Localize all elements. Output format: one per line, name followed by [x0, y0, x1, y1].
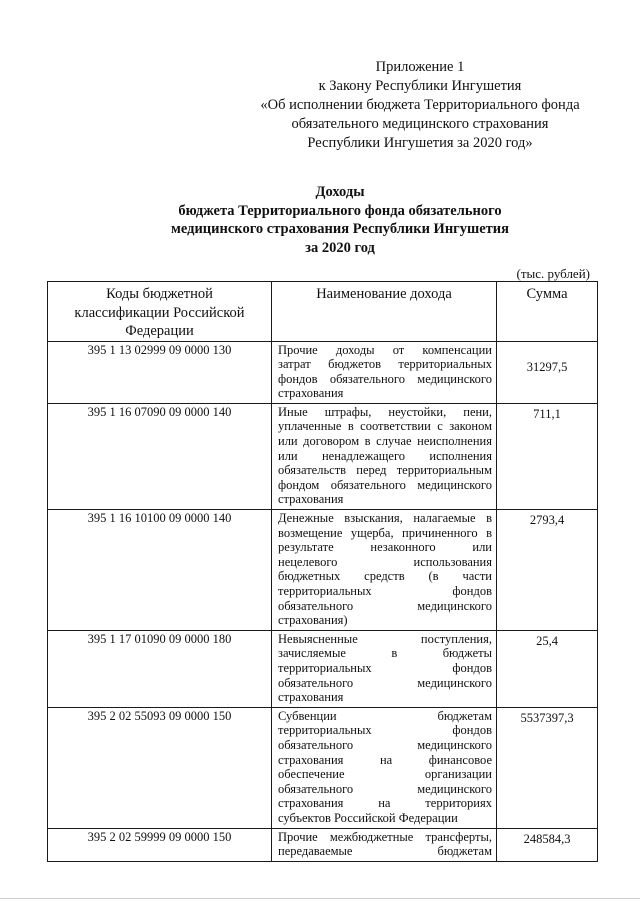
- row-name-line: Денежные взыскания, налагаемые в: [278, 511, 492, 526]
- row-name-line: страхования: [278, 386, 344, 401]
- row-code: 395 1 13 02999 09 0000 130: [48, 341, 272, 403]
- header-code-line: классификации Российской: [74, 304, 245, 321]
- page-bottom-edge: [0, 880, 640, 905]
- header-code-line: Федерации: [125, 323, 194, 339]
- units-label: (тыс. рублей): [516, 266, 590, 281]
- header-code: [48, 282, 272, 342]
- row-name: [272, 510, 497, 631]
- row-name-line: обязательного медицинского: [278, 737, 492, 752]
- table-row: [48, 630, 598, 707]
- row-name-line: или ненадлежащего исполнения: [278, 448, 492, 463]
- appendix-line: обязательного медицинского страхования: [291, 116, 549, 132]
- table-row: [48, 403, 598, 509]
- row-name-line: передаваемые бюджетам: [278, 844, 492, 859]
- row-name-line: затрат бюджетов территориальных: [278, 357, 492, 372]
- row-name-line: фондом обязательного медицинского: [278, 477, 492, 492]
- row-sum: 25,4: [497, 630, 598, 707]
- header-sum: Сумма: [497, 282, 598, 342]
- row-name-line: возмещение ущерба, причиненного в: [278, 525, 492, 540]
- table-header-row: [48, 282, 598, 342]
- appendix-line: к Закону Республики Ингушетия: [318, 78, 522, 94]
- title-line: за 2020 год: [305, 239, 375, 256]
- row-sum: 711,1: [497, 403, 598, 509]
- title-line: бюджета Территориального фонда обязательного: [178, 202, 502, 219]
- row-name-line: обязательного медицинского: [278, 675, 492, 690]
- row-name-line: Прочие межбюджетные трансферты,: [278, 829, 492, 844]
- row-sum: 31297,5: [497, 341, 598, 403]
- document-title: [150, 183, 530, 257]
- row-code: 395 1 16 10100 09 0000 140: [48, 510, 272, 631]
- row-name-line: фондов обязательного медицинского: [278, 371, 492, 386]
- title-line: Доходы: [315, 184, 365, 200]
- appendix-header: [240, 58, 600, 153]
- row-name-line: зачисляемые в бюджеты: [278, 646, 492, 661]
- title-line: медицинского страхования Республики Ингушетия: [170, 221, 510, 237]
- row-name-line: обеспечение организации: [278, 767, 492, 782]
- row-code: 395 2 02 59999 09 0000 150: [48, 828, 272, 861]
- row-sum: 248584,3: [497, 828, 598, 861]
- appendix-line: Приложение 1: [375, 59, 465, 75]
- appendix-line: «Об исполнении бюджета Территориального фонда: [260, 97, 580, 113]
- row-name-line: уплаченные в соответствии с законом: [278, 419, 492, 434]
- table-row: [48, 828, 598, 861]
- row-name-line: Иные штрафы, неустойки, пени,: [278, 404, 492, 419]
- row-name-line: страхования на финансовое: [278, 752, 492, 767]
- row-sum: 5537397,3: [497, 707, 598, 828]
- row-name-line: Субвенции бюджетам: [278, 708, 492, 723]
- row-name-line: Невыясненные поступления,: [278, 631, 492, 646]
- header-code-line: Коды бюджетной: [106, 286, 213, 302]
- row-code: 395 1 17 01090 09 0000 180: [48, 630, 272, 707]
- row-name-line: субъектов Российской Федерации: [278, 810, 458, 825]
- table-row: [48, 341, 598, 403]
- row-name: [272, 828, 497, 861]
- row-name-line: страхования): [278, 613, 348, 628]
- row-name-line: Прочие доходы от компенсации: [278, 342, 492, 357]
- row-name-line: бюджетных средств (в части: [278, 569, 492, 584]
- row-name: [272, 341, 497, 403]
- row-name: [272, 707, 497, 828]
- row-sum: 2793,4: [497, 510, 598, 631]
- revenue-table: [47, 281, 598, 862]
- row-code: 395 2 02 55093 09 0000 150: [48, 707, 272, 828]
- page-edge-line: [0, 898, 640, 899]
- row-name-line: или договором в случае неисполнения: [278, 434, 492, 449]
- table-row: [48, 510, 598, 631]
- row-name-line: нецелевого использования: [278, 554, 492, 569]
- row-name: [272, 630, 497, 707]
- row-name-line: страхования: [278, 690, 344, 705]
- header-name: Наименование дохода: [272, 282, 497, 342]
- row-name-line: страхования на территориях: [278, 796, 492, 811]
- row-name-line: обязательств перед территориальным: [278, 463, 492, 478]
- appendix-line: Республики Ингушетия за 2020 год»: [307, 135, 533, 151]
- table-row: [48, 707, 598, 828]
- row-name-line: страхования: [278, 492, 344, 507]
- row-code: 395 1 16 07090 09 0000 140: [48, 403, 272, 509]
- row-name-line: результате незаконного или: [278, 540, 492, 555]
- row-name-line: территориальных фондов: [278, 584, 492, 598]
- row-name: [272, 403, 497, 509]
- row-name-line: территориальных фондов: [278, 723, 492, 738]
- row-name-line: территориальных фондов: [278, 660, 492, 675]
- row-name-line: обязательного медицинского: [278, 598, 492, 613]
- row-name-line: обязательного медицинского: [278, 781, 492, 796]
